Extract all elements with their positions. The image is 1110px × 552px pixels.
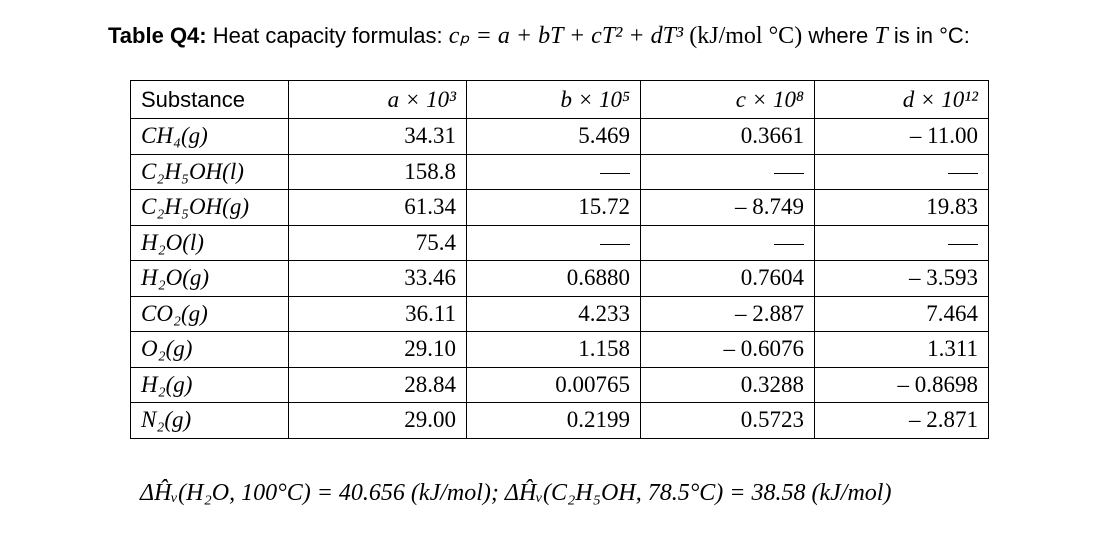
dash-mark (774, 244, 804, 245)
substance-cell: H₂O(g) (131, 261, 289, 297)
coefficient-cell: 158.8 (289, 154, 467, 190)
table-row (131, 225, 989, 261)
substance-cell: CO₂(g) (131, 296, 289, 332)
empty-value-cell (641, 225, 815, 261)
coefficient-cell: 0.3661 (641, 119, 815, 155)
coefficient-cell: 0.00765 (467, 367, 641, 403)
coefficient-cell: – 8.749 (641, 190, 815, 226)
dash-mark (774, 173, 804, 174)
dash-mark (948, 244, 978, 245)
table-row (131, 261, 989, 297)
coefficient-cell: – 3.593 (815, 261, 989, 297)
dash-mark (600, 244, 630, 245)
header-b: b × 10⁵ (467, 81, 641, 119)
table-row (131, 154, 989, 190)
caption-where: where (808, 23, 869, 48)
coefficient-cell: 4.233 (467, 296, 641, 332)
substance-cell: H₂O(l) (131, 225, 289, 261)
coefficient-cell: – 0.8698 (815, 367, 989, 403)
heat-capacity-table (130, 80, 989, 439)
coefficient-cell: 75.4 (289, 225, 467, 261)
dash-mark (600, 173, 630, 174)
coefficient-cell: 0.6880 (467, 261, 641, 297)
table-row (131, 119, 989, 155)
substance-cell: H₂(g) (131, 367, 289, 403)
table-row (131, 332, 989, 368)
coefficient-cell: – 0.6076 (641, 332, 815, 368)
enthalpy-footer: ΔĤᵥ(H₂O, 100°C) = 40.656 (kJ/mol); ΔĤᵥ(C₂H₅OH, 78.5°C) = 38.58 (kJ/mol) (140, 480, 892, 506)
coefficient-cell: 0.5723 (641, 403, 815, 439)
coefficient-cell: 29.00 (289, 403, 467, 439)
coefficient-cell: 0.2199 (467, 403, 641, 439)
coefficient-cell: 28.84 (289, 367, 467, 403)
table-row (131, 190, 989, 226)
coefficient-cell: 1.158 (467, 332, 641, 368)
table-header-row (131, 81, 989, 119)
coefficient-cell: – 2.887 (641, 296, 815, 332)
header-c: c × 10⁸ (641, 81, 815, 119)
coefficient-cell: 34.31 (289, 119, 467, 155)
empty-value-cell (467, 225, 641, 261)
coefficient-cell: 19.83 (815, 190, 989, 226)
caption-text: Heat capacity formulas: (212, 23, 443, 48)
caption-is-in: is in °C: (893, 23, 970, 48)
substance-cell: CH₄(g) (131, 119, 289, 155)
coefficient-cell: 29.10 (289, 332, 467, 368)
caption-label: Table Q4: (108, 23, 207, 48)
substance-cell: N₂(g) (131, 403, 289, 439)
coefficient-cell: 1.311 (815, 332, 989, 368)
table-row (131, 296, 989, 332)
caption-T: T (874, 23, 888, 49)
substance-cell: C₂H₅OH(l) (131, 154, 289, 190)
table-body (131, 119, 989, 439)
coefficient-cell: 61.34 (289, 190, 467, 226)
caption-units: (kJ/mol °C) (689, 23, 803, 49)
empty-value-cell (641, 154, 815, 190)
coefficient-cell: 0.3288 (641, 367, 815, 403)
header-a: a × 10³ (289, 81, 467, 119)
header-d: d × 10¹² (815, 81, 989, 119)
coefficient-cell: 15.72 (467, 190, 641, 226)
coefficient-cell: 33.46 (289, 261, 467, 297)
coefficient-cell: – 2.871 (815, 403, 989, 439)
substance-cell: O₂(g) (131, 332, 289, 368)
coefficient-cell: 36.11 (289, 296, 467, 332)
table-row (131, 367, 989, 403)
empty-value-cell (815, 225, 989, 261)
coefficient-cell: 7.464 (815, 296, 989, 332)
table-caption (108, 18, 1098, 58)
caption-formula: cₚ = a + bT + cT² + dT³ (448, 23, 684, 49)
table-row (131, 403, 989, 439)
coefficient-cell: 5.469 (467, 119, 641, 155)
dash-mark (948, 173, 978, 174)
coefficient-cell: – 11.00 (815, 119, 989, 155)
coefficient-cell: 0.7604 (641, 261, 815, 297)
empty-value-cell (467, 154, 641, 190)
empty-value-cell (815, 154, 989, 190)
substance-cell: C₂H₅OH(g) (131, 190, 289, 226)
header-substance: Substance (131, 81, 289, 119)
